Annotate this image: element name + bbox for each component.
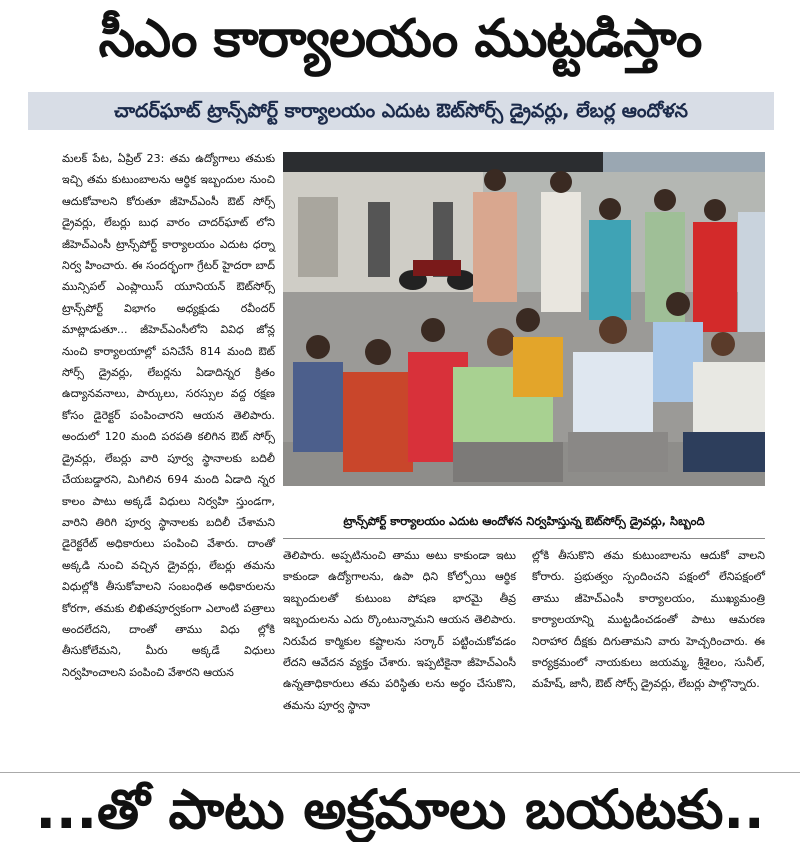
article-text-2: తెలిపారు. అప్పటినుంచి తాము అటు కాకుండా ఇటు కాకుండా ఉద్యోగాలను, ఉపా ధిని కోల్పోయి ఆర్థిక ఇబ్బందులతో కుటుంబ పోషణ భారమై తీవ్ర ఇబ్బందులను ఎదు ర్కొంటున్నామని ఆయన తెలిపారు. నిరుపేద కార్మికుల కష్టాలను సర్కార్ పట్టించుకోవడం లేదని ఆవేదన వ్యక్తం చేశారు. ఇప్పటికైనా జీహెచ్ఎంసీ ఉన్నతాధికారులు తమ పరిస్థితు లను అర్థం చేసుకొని, తమను పూర్వ స్థానా — [283, 549, 516, 712]
protest-photo — [283, 152, 765, 486]
photo-caption: ట్రాన్స్‌పోర్ట్ కార్యాలయం ఎదుట ఆందోళన నిర్వహిస్తున్న ఔట్‌సోర్స్ డ్రైవర్లు, సిబ్బంది — [343, 514, 705, 528]
article-column-3 — [532, 545, 765, 695]
subheadline: చాదర్‌ఘాట్ ట్రాన్స్‌పోర్ట్ కార్యాలయం ఎదుట ఔట్‌సోర్స్ డ్రైవర్లు, లేబర్ల ఆందోళన — [28, 92, 774, 130]
article-text-1: మలక్ పేట, ఏప్రిల్ 23: తమ ఉద్యోగాలు తమకు ఇచ్చి తమ కుటుంబాలను ఆర్థిక ఇబ్బందుల నుంచి ఆదుకోవాలని కోరుతూ జీహెచ్ఎంసీ ఔట్ సోర్స్ డ్రైవర్లు, లేబర్లు బుధ వారం చాదర్‌ఘాట్ లోని జీహెచ్ఎంసీ ట్రాన్స్‌పోర్ట్ కార్యాలయం ఎదుట ధర్నా నిర్వ హించారు. ఈ సందర్భంగా గ్రేటర్ హైదరా బాద్ మున్సిపల్ ఎంప్లాయిస్ యూనియన్ ఔట్‌సోర్స్ ట్రాన్స్‌పోర్ట్ విభాగం అధ్యక్షుడు రవీందర్ మాట్లాడుతూ... జీహెచ్ఎంసీలోని వివిధ జోన్ల నుంచి కార్యాలయాల్లో పనిచేసే 814 మంది ఔట్ సోర్స్ డ్రైవర్లు, లేబర్లను ఏడాదిన్నర క్రితం ఉద్యానవనాలు, పార్కులు, సరస్సుల వద్ద రక్షణ కోసం డైరెక్టర్ పంపించారని ఆయన తెలిపారు. అందులో 120 మంది పరపతి కలిగిన ఔట్ సోర్స్ డ్రైవర్లు, లేబర్లు వారి పూర్వ స్థానాలకు బదిలీ చేయబడ్డారని, మిగిలిన 694 మంది ఏడాది న్నర కాలం పాటు అక్కడే విధులు నిర్వహి స్తుండగా, వారిని తిరిగి పూర్వ స్థానాలకు బదిలీ చేశామని డైరెక్టరేట్ అధికారులు పంపించి వేశారు. దాంతో అక్కడి నుంచి వచ్చిన డ్రైవర్లు, లేబర్లు తమను విధుల్లోకి తీసుకోవాలని సంబంధిత అధికారులను కోరగా, తమకు లిఖితపూర్వకంగా ఎలాంటి పత్రాలు అందలేదని, దాంతో తాము విధు ల్లోకి తీసుకోలేమని, మీరు అక్కడే విధులు నిర్వహించాలని పంపించి వేశారని ఆయన — [62, 152, 275, 679]
next-story-headline: ...తో పాటు అక్రమాలు బయటకు.. — [35, 778, 765, 841]
headline: సీఎం కార్యాలయం ముట్టడిస్తాం — [98, 9, 702, 69]
article-text-3: ల్లోకి తీసుకొని తమ కుటుంబాలను ఆదుకో వాలని కోరారు. ప్రభుత్వం స్పందించని పక్షంలో లేనిపక్షంలో తాము జీహెచ్ఎంసీ కార్యాలయం, ముఖ్యమంత్రి కార్యాలయాన్ని ముట్టడించడంతో పాటు ఆమరణ నిరాహార దీక్షకు దిగుతామని వారు హెచ్చరించారు. ఈ కార్యక్రమంలో నాయకులు జయమ్మ, శ్రీశైలం, సునీల్, మహేష్, జానీ, ఔట్ సోర్స్ డ్రైవర్లు, లేబర్లు పాల్గొన్నారు. — [532, 549, 765, 691]
article-column-1 — [62, 148, 275, 683]
section-divider — [0, 772, 800, 773]
article-column-2 — [283, 545, 516, 716]
caption-divider — [283, 538, 765, 539]
